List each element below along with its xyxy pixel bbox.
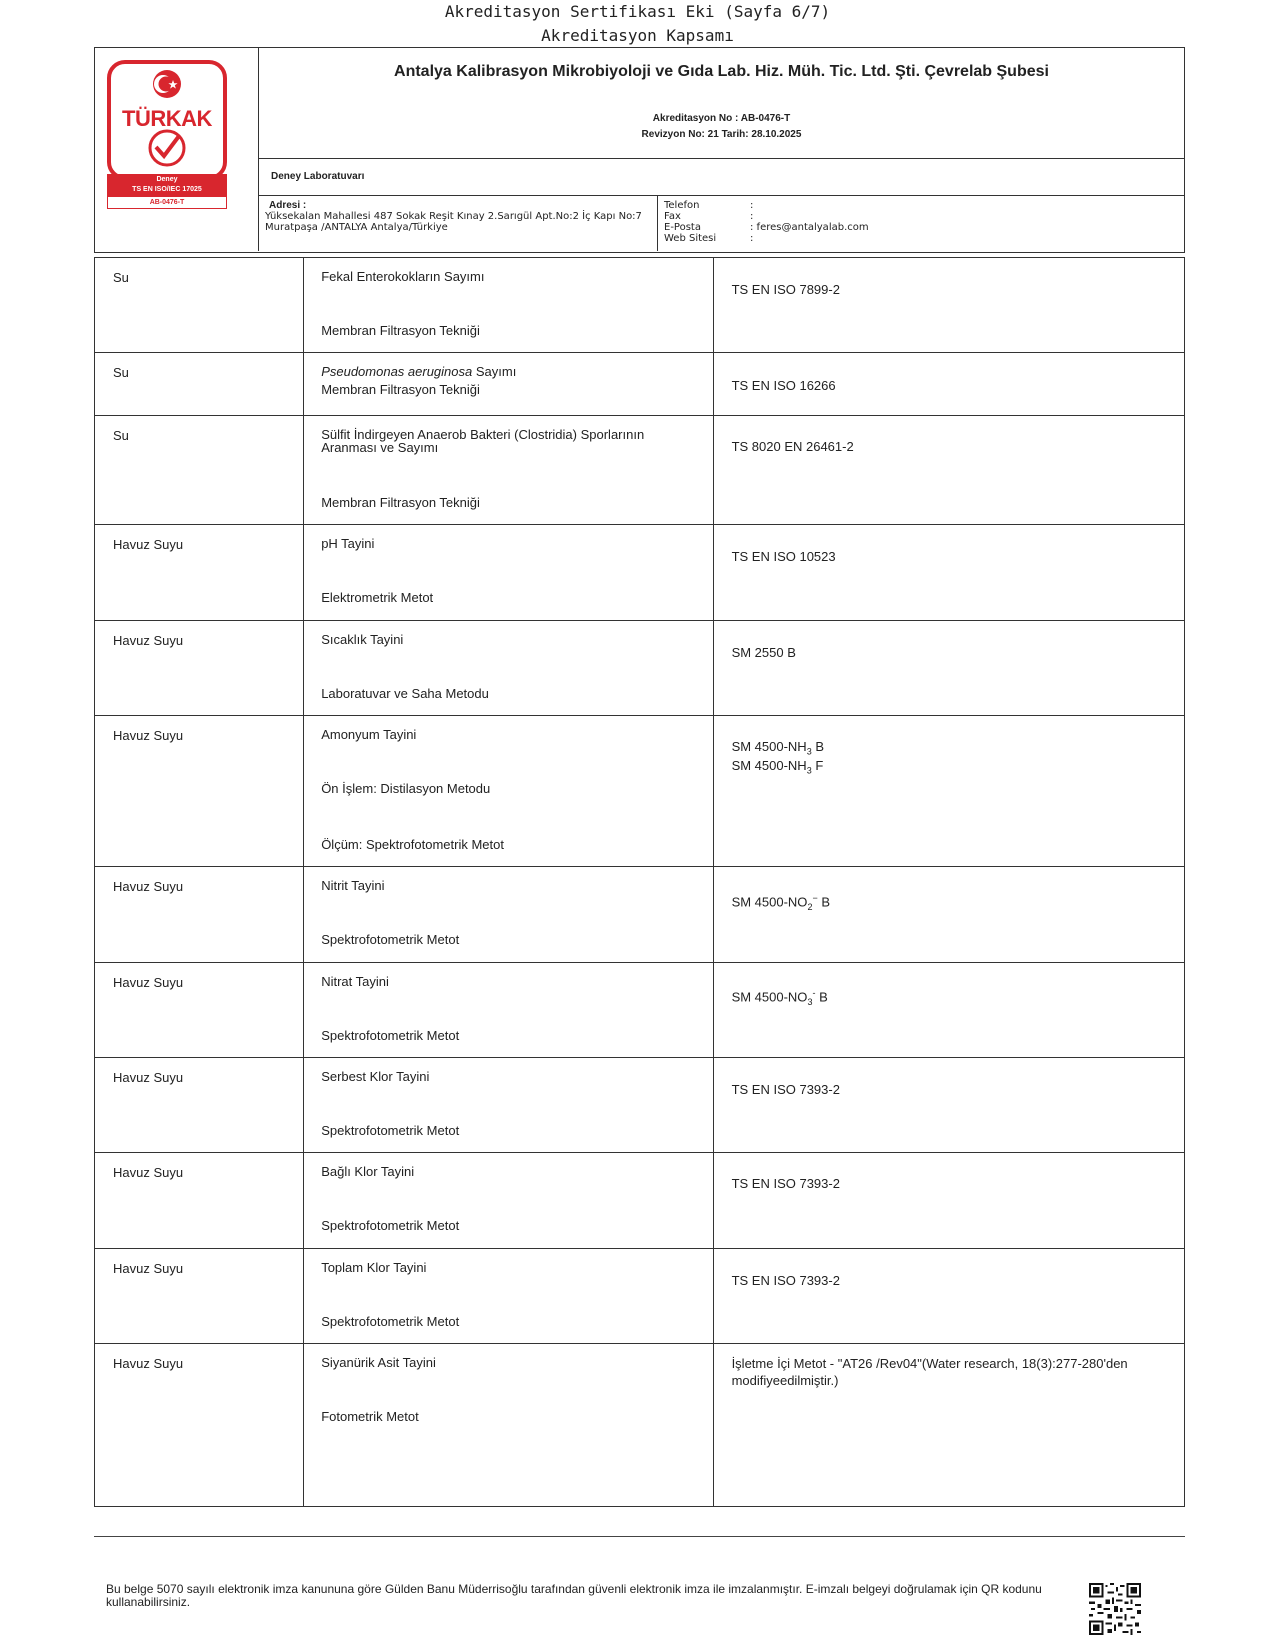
parameter-cell [304,1058,713,1153]
method: Ön İşlem: Distilasyon Metodu [321,781,491,796]
parameter: Serbest Klor Tayini [321,1069,430,1084]
matrix: Havuz Suyu [113,728,184,743]
standard-sub: 2 [807,901,813,912]
standard-end: B [817,894,831,910]
parameter: Fekal Enterokokların Sayımı [321,269,485,284]
page-title-line2: Akreditasyon Kapsamı [541,26,734,45]
email-value: : feres@antalyalab.com [750,222,869,233]
matrix: Havuz Suyu [113,1356,184,1371]
table-row [95,525,1185,621]
address-text: Yüksekalan Mahallesi 487 Sokak Reşit Kınay 2.Sarıgül Apt.No:2 İç Kapı No:7 Muratpaşa /ANTALYA Antalya/Türkiye [265,211,642,233]
method: Fotometrik Metot [321,1409,419,1424]
table-row [95,258,1185,353]
method: Spektrofotometrik Metot [321,1218,460,1233]
method: Spektrofotometrik Metot [321,932,460,947]
turkak-brand-text: TÜRKAK [122,106,212,131]
parameter: Siyanürik Asit Tayini [321,1355,436,1370]
method-secondary: Ölçüm: Spektrofotometrik Metot [321,837,504,852]
standard-cell [713,416,1184,525]
matrix-cell [95,963,304,1058]
parameter-cell [304,1153,713,1249]
table-row [95,1153,1185,1249]
matrix-cell [95,258,304,353]
standard-cell [713,963,1184,1058]
standard-cell [713,353,1184,416]
organization-cell [259,48,1184,159]
parameter-cell [304,867,713,963]
address-cell [259,196,658,251]
parameter [321,365,701,378]
logo-strip-line2: TS EN ISO/IEC 17025 [132,186,202,193]
logo-strip-line1: Deney [156,176,178,183]
standard-a-text: SM 4500-NH [731,739,807,754]
matrix: Havuz Suyu [113,1070,184,1085]
turkak-logo [107,60,227,180]
fax-row [664,211,753,222]
standard: TS EN ISO 7393-2 [731,1082,840,1097]
method: Elektrometrik Metot [321,590,434,605]
lab-type-cell [259,159,1184,196]
parameter-rest: Sayımı [472,364,517,379]
parameter: Amonyum Tayini [321,727,417,742]
table-row [95,621,1185,716]
matrix-cell [95,621,304,716]
table-row [95,1058,1185,1153]
standard-a-sub: 3 [806,746,812,757]
standard-line-b [732,759,1172,778]
table-row [95,867,1185,963]
standard: TS EN ISO 16266 [731,378,836,393]
standard: TS EN ISO 10523 [731,549,836,564]
matrix: Su [113,365,129,380]
parameter-cell [304,258,713,353]
fax-value: : [750,211,754,222]
method: Spektrofotometrik Metot [321,1123,460,1138]
matrix: Havuz Suyu [113,1261,184,1276]
parameter: Toplam Klor Tayini [321,1260,427,1275]
standard-cell [713,525,1184,621]
matrix-cell [95,416,304,525]
standard-cell [713,867,1184,963]
method: Membran Filtrasyon Tekniği [321,382,480,397]
standard-a-end: B [811,739,825,754]
matrix-cell [95,1344,304,1507]
web-value: : [750,233,754,244]
fax-label: Fax [664,211,681,222]
verification-qr-code[interactable] [1089,1583,1141,1635]
standard [732,890,1172,916]
phone-label: Telefon [664,200,700,211]
method: Spektrofotometrik Metot [321,1028,460,1043]
matrix: Havuz Suyu [113,879,184,894]
web-label: Web Sitesi [664,233,717,244]
accreditation-scope-table [94,257,1185,1507]
parameter: Bağlı Klor Tayini [321,1164,415,1179]
matrix-cell [95,353,304,416]
e-signature-notice: Bu belge 5070 sayılı elektronik imza kanununa göre Gülden Banu Müderrisoğlu tarafından güvenli elektronik imza ile imzalanmıştır. E-imzalı belgeyi doğrulamak için QR kodunu kullanabilirsiniz. [106,1582,1042,1609]
standard: TS 8020 EN 26461-2 [731,439,854,454]
matrix: Su [113,428,129,443]
matrix-cell [95,1249,304,1344]
standard-b-sub: 3 [806,765,812,776]
standard-text: SM 4500-NO [731,989,808,1005]
parameter: Nitrit Tayini [321,878,385,893]
standard: SM 2550 B [731,645,796,660]
matrix: Havuz Suyu [113,975,184,990]
phone-value: : [750,200,754,211]
method: Laboratuvar ve Saha Metodu [321,686,489,701]
standard-cell [713,621,1184,716]
matrix: Su [113,270,129,285]
parameter-cell [304,963,713,1058]
standard-cell [713,716,1184,867]
method: Membran Filtrasyon Tekniği [321,495,480,510]
standard-sup: - [812,988,816,998]
matrix-cell [95,1058,304,1153]
parameter-cell [304,416,713,525]
standard-sup: − [812,893,818,903]
logo-cell [95,48,259,251]
standard-cell [713,1249,1184,1344]
table-row [95,353,1185,416]
phone-row [664,200,753,211]
parameter-italic: Pseudomonas aeruginosa [321,364,473,379]
parameter: Sülfit İndirgeyen Anaerob Bakteri (Clostridia) Sporlarının Aranması ve Sayımı [321,427,645,455]
parameter-cell [304,1344,713,1507]
matrix-cell [95,525,304,621]
standard-cell [713,1344,1184,1507]
parameter: Sıcaklık Tayini [321,632,404,647]
web-row [664,233,753,244]
standard: TS EN ISO 7393-2 [731,1176,840,1191]
address-label: Adresi : [269,200,307,211]
standard-cell [713,1058,1184,1153]
logo-accreditation-strip [107,174,227,196]
matrix: Havuz Suyu [113,537,184,552]
standard-cell [713,258,1184,353]
table-row [95,416,1185,525]
standard-cell [713,1153,1184,1249]
standard: TS EN ISO 7899-2 [731,282,840,297]
standard [732,740,1172,777]
matrix-cell [95,716,304,867]
email-row [664,222,869,233]
contact-cell [658,196,1184,251]
parameter-cell [304,525,713,621]
parameter-cell [304,353,713,416]
matrix-cell [95,867,304,963]
table-row [95,1249,1185,1344]
standard [732,985,1172,1011]
standard: TS EN ISO 7393-2 [731,1273,840,1288]
standard: İşletme İçi Metot - "AT26 /Rev04"(Water research, 18(3):277-280'den modifiyeedilmiştir.) [731,1356,1128,1388]
table-row [95,716,1185,867]
email-label: E-Posta [664,222,701,233]
table-row [95,1344,1185,1507]
standard-end: B [815,989,828,1005]
parameter: Nitrat Tayini [321,974,389,989]
accreditation-number: Akreditasyon No : AB-0476-T [652,113,791,124]
standard-sub: 3 [807,996,813,1007]
standard-line-a [732,740,1172,759]
standard-text: SM 4500-NO [731,894,808,910]
page-title-line1: Akreditasyon Sertifikası Eki (Sayfa 6/7) [444,2,831,21]
organization-name: Antalya Kalibrasyon Mikrobiyoloji ve Gıda Lab. Hiz. Müh. Tic. Ltd. Şti. Çevrelab Şubesi [394,63,1049,80]
method: Membran Filtrasyon Tekniği [321,323,480,338]
method: Spektrofotometrik Metot [321,1314,460,1329]
parameter-cell [304,716,713,867]
matrix-cell [95,1153,304,1249]
revision-info: Revizyon No: 21 Tarih: 28.10.2025 [641,129,802,140]
certificate-header [94,47,1185,253]
standard-b-text: SM 4500-NH [731,757,807,773]
table-row [95,963,1185,1058]
standard-b-end: F [811,757,824,773]
logo-ab-code: AB-0476-T [107,196,227,209]
footer-divider [94,1536,1185,1537]
parameter: pH Tayini [321,536,375,551]
parameter-cell [304,621,713,716]
matrix: Havuz Suyu [113,633,184,648]
lab-type: Deney Laboratuvarı [271,171,365,182]
matrix: Havuz Suyu [113,1165,184,1180]
parameter-cell [304,1249,713,1344]
